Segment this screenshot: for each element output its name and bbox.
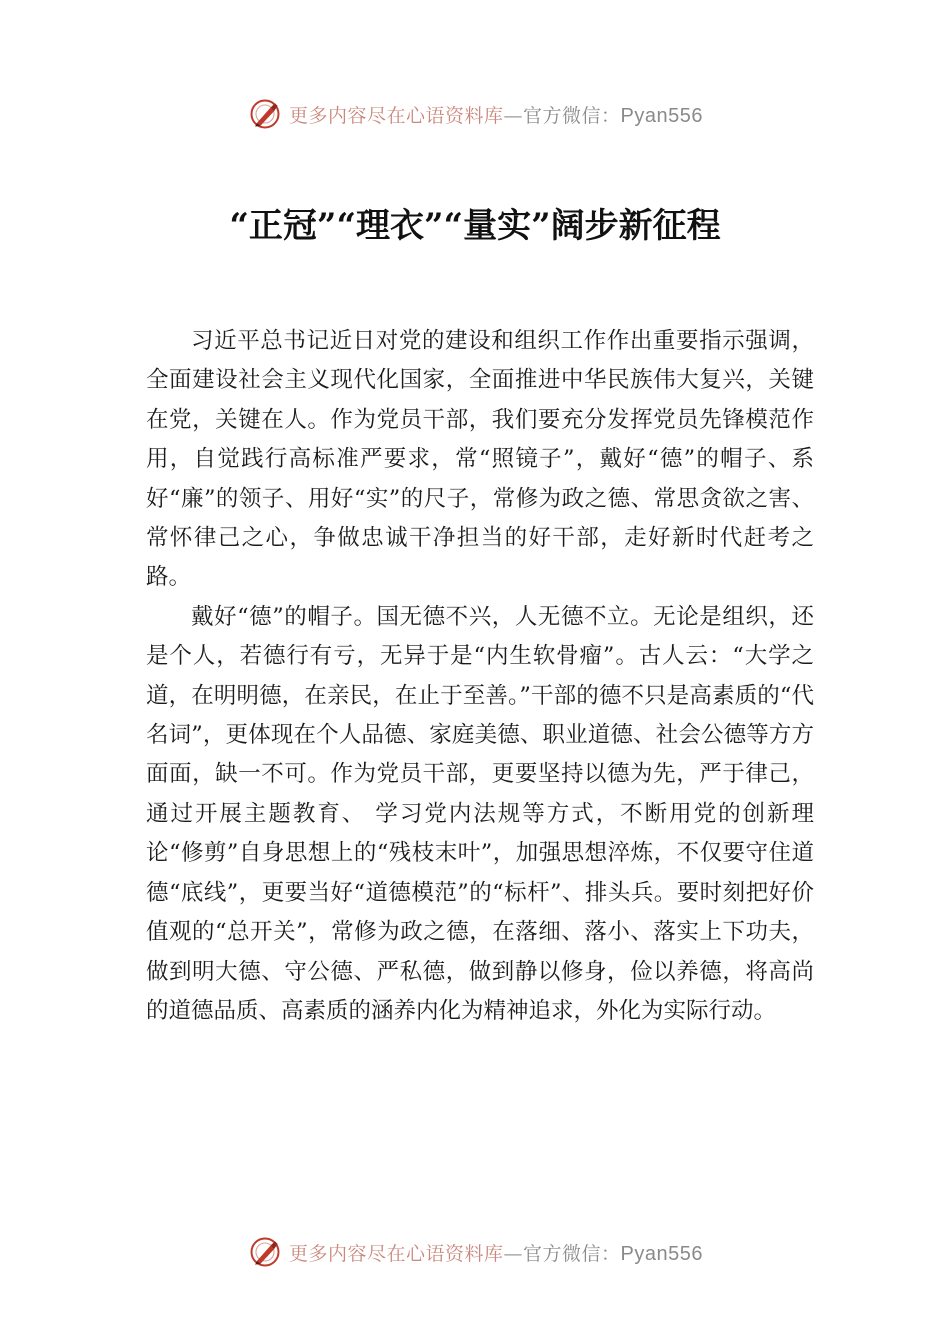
wechat-label: 官方微信： bbox=[523, 104, 621, 127]
wechat-id: Pyan556 bbox=[620, 104, 703, 127]
wechat-label: 官方微信： bbox=[523, 1242, 621, 1265]
brand-separator: — bbox=[503, 104, 524, 127]
paragraph: 习近平总书记近日对党的建设和组织工作作出重要指示强调，全面建设社会主义现代化国家，全面推进中华民族伟大复兴，关键在党，关键在人。作为党员干部，我们要充分发挥党员先锋模范作用，自觉践行高标准严要求，常“照镜子”，戴好“德”的帽子、系好“廉”的领子、用好“实”的尺子，常修为政之德、常思贪欲之害、常怀律己之心，争做忠诚干净担当的好干部，走好新时代赶考之路。 bbox=[146, 328, 814, 591]
pen-nib-logo-icon bbox=[247, 96, 283, 132]
watermark-text bbox=[289, 101, 703, 128]
document-title: “正冠”“理衣”“量实”阔步新征程 bbox=[229, 206, 721, 246]
header-watermark bbox=[0, 94, 950, 134]
wechat-id: Pyan556 bbox=[620, 1242, 703, 1265]
paragraph: 戴好“德”的帽子。国无德不兴，人无德不立。无论是组织，还是个人，若德行有亏，无异于是“内生软骨瘤”。古人云：“大学之道，在明明德，在亲民，在止于至善。”干部的德不只是高素质的“代名词”，更体现在个人品德、家庭美德、职业道德、社会公德等方方面面，缺一不可。作为党员干部，更要坚持以德为先，严于律己，通过开展主题教育、 学习党内法规等方式，不断用党的创新理论“修剪”自身思想上的“残枝末叶”，加强思想淬炼，不仅要守住道德“底线”，更要当好“道德模范”的“标杆”、排头兵。要时刻把好价值观的“总开关”，常修为政之德，在落细、落小、落实上下功夫，做到明大德、守公德、严私德，做到静以修身，俭以养德，将高尚的道德品质、高素质的涵养内化为精神追求，外化为实际行动。 bbox=[146, 603, 814, 1024]
brand-name: 更多内容尽在心语资料库 bbox=[289, 104, 504, 127]
document-body bbox=[146, 322, 814, 1031]
footer-watermark bbox=[0, 1232, 950, 1272]
pen-nib-logo-icon bbox=[247, 1234, 283, 1270]
watermark-text bbox=[289, 1239, 703, 1266]
brand-name: 更多内容尽在心语资料库 bbox=[289, 1242, 504, 1265]
brand-separator: — bbox=[503, 1242, 524, 1265]
